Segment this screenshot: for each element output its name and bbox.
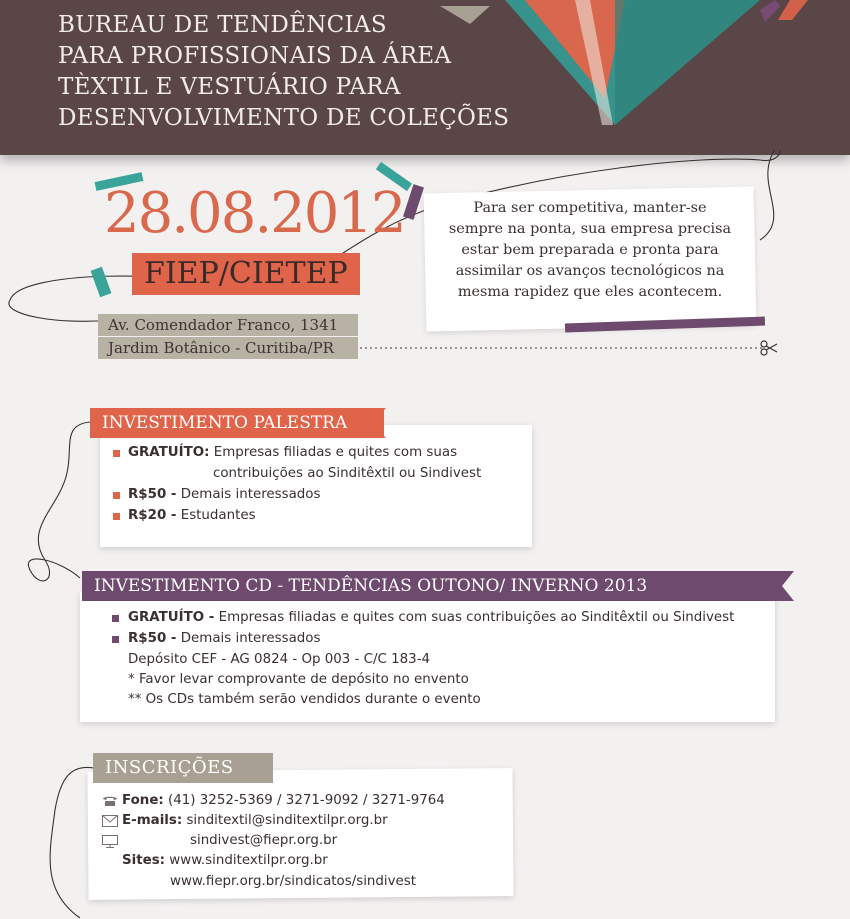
item-label: R$50 -	[128, 487, 177, 502]
quote-text	[425, 198, 755, 303]
address-line-2: Jardim Botânico - Curitiba/PR	[108, 339, 334, 357]
cd-title: INVESTIMENTO CD - TENDÊNCIAS OUTONO/ INVERNO 2013	[82, 571, 782, 601]
site-link-2[interactable]: www.fiepr.org.br/sindicatos/sindivest	[170, 874, 417, 889]
email-line	[122, 811, 388, 831]
email-value[interactable]: sinditextil@sinditextilpr.org.br	[182, 813, 388, 828]
quote-line: mesma rapidez que eles acontecem.	[457, 284, 723, 300]
sites-label: Sites:	[122, 853, 166, 868]
bullet-icon	[113, 513, 120, 520]
ribbon-tail	[782, 571, 794, 601]
bullet-icon	[112, 636, 119, 643]
sites-line	[122, 851, 328, 871]
cd-item	[128, 608, 734, 628]
palestra-title: INVESTIMENTO PALESTRA	[90, 408, 384, 438]
header-title-line: PARA PROFISSIONAIS DA ÁREA	[58, 43, 452, 69]
palestra-item-continuation: contribuições ao Sinditêxtil ou Sindivest	[213, 466, 482, 481]
envelope-icon	[102, 815, 118, 827]
item-label: GRATUÍTO:	[128, 445, 210, 460]
email-value-2[interactable]: sindivest@fiepr.org.br	[190, 833, 338, 848]
bullet-icon	[113, 492, 120, 499]
cd-note: Depósito CEF - AG 0824 - Op 003 - C/C 183-4	[128, 652, 431, 667]
scissors-icon	[760, 340, 778, 356]
quote-line: Para ser competitiva, manter-se	[473, 200, 707, 216]
palestra-item	[128, 443, 457, 463]
item-label: R$50 -	[128, 631, 177, 646]
item-label: R$20 -	[128, 508, 177, 523]
site-link[interactable]: www.sinditextilpr.org.br	[165, 853, 328, 868]
inscricoes-title: INSCRIÇÕES	[93, 753, 273, 783]
header-banner	[0, 0, 850, 155]
item-text: Empresas filiadas e quites com suas	[209, 445, 458, 460]
header-title-line: TÈXTIL E VESTUÁRIO PARA	[58, 74, 401, 100]
event-venue: FIEP/CIETEP	[132, 253, 360, 295]
address-line-1: Av. Comendador Franco, 1341	[108, 316, 339, 334]
cd-item	[128, 629, 320, 649]
bullet-icon	[113, 450, 120, 457]
item-text: Empresas filiadas e quites com suas contribuições ao Sinditêxtil ou Sindivest	[214, 610, 735, 625]
item-text: Demais interessados	[176, 487, 321, 502]
bullet-icon	[112, 615, 119, 622]
phone-label: Fone:	[122, 793, 164, 808]
quote-line: sempre na ponta, sua empresa precisa	[448, 221, 732, 237]
header-title-line: BUREAU DE TENDÊNCIAS	[58, 12, 387, 38]
quote-line: estar bem preparada e pronta para	[461, 242, 719, 258]
ribbon-tail	[372, 408, 386, 438]
event-date: 28.08.2012	[104, 181, 405, 246]
palestra-item	[128, 485, 320, 505]
email-label: E-mails:	[122, 813, 183, 828]
cd-note: ** Os CDs também serão vendidos durante o evento	[128, 692, 481, 707]
palestra-item	[128, 506, 256, 526]
item-text: Demais interessados	[176, 631, 321, 646]
quote-line: assimilar os avanços tecnológicos na	[455, 263, 725, 279]
phone-value: (41) 3252-5369 / 3271-9092 / 3271-9764	[163, 793, 445, 808]
header-title	[58, 10, 509, 134]
monitor-icon	[102, 835, 118, 848]
phone-icon	[102, 795, 118, 807]
phone-line	[122, 791, 445, 811]
item-label: GRATUÍTO -	[128, 610, 215, 625]
header-title-line: DESENVOLVIMENTO DE COLEÇÕES	[58, 105, 510, 131]
item-text: Estudantes	[176, 508, 256, 523]
cd-note: * Favor levar comprovante de depósito no envento	[128, 672, 469, 687]
